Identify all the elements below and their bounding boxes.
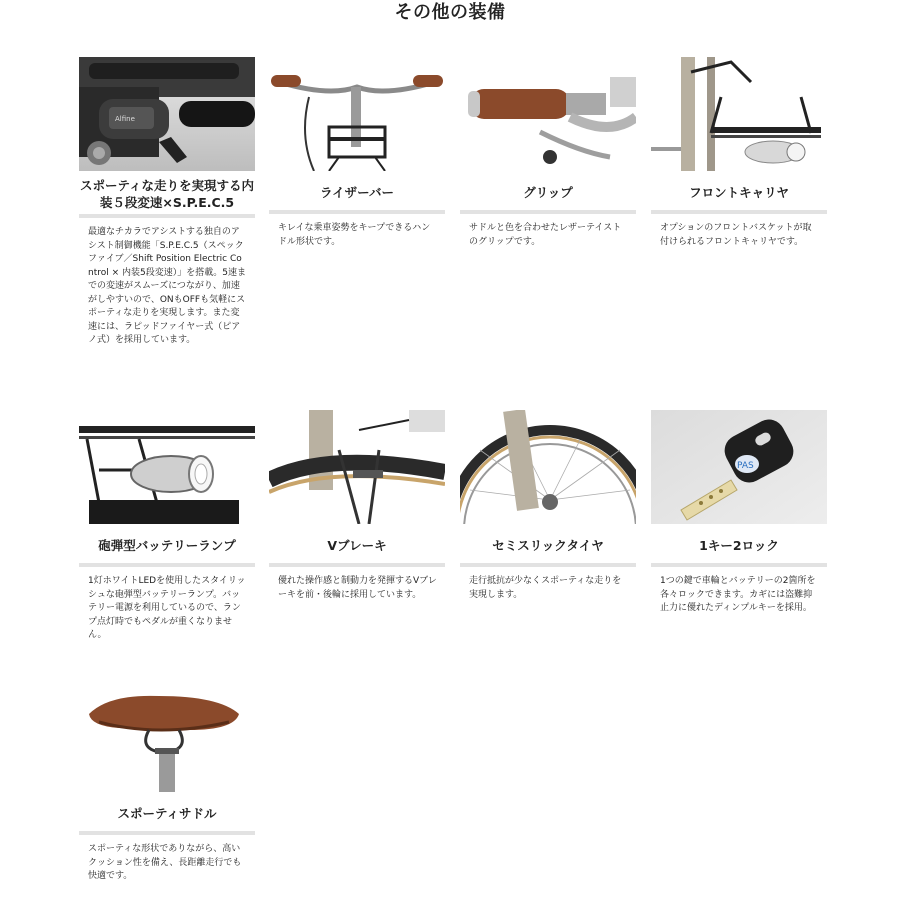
bullet-lamp-photo-icon — [79, 410, 255, 524]
card-title: グリップ — [523, 184, 573, 200]
equipment-card-riser-bar — [269, 57, 445, 249]
semi-slick-tire-photo-icon — [460, 410, 636, 524]
card-description: 走行抵抗が少なくスポーティな走りを実現します。 — [469, 576, 622, 600]
svg-text:Alfine: Alfine — [115, 115, 135, 123]
card-description: オプションのフロントバスケットが取付けられるフロントキャリヤです。 — [660, 223, 812, 247]
card-description: 優れた操作感と制動力を発揮するVブレーキを前・後輪に採用しています。 — [278, 576, 437, 600]
key-brand-label: PAS — [737, 461, 754, 471]
equipment-card-key-lock — [651, 410, 827, 616]
card-description: キレイな乗車姿勢をキープできるハンドル形状です。 — [278, 223, 431, 247]
card-title: 1キー2ロック — [699, 537, 779, 553]
equipment-card-v-brake — [269, 410, 445, 602]
card-description: 最適なチカラでアシストする独自のアシスト制御機能「S.P.E.C.5（スペックファイブ／Shift Position Electric Control × 内装5段変速）」を搭載。5速までの変速がスムーズにつながり、加速がしやすいので、ONもOFFも気軽にスポーティな走りを実現します。また変速には、ラピッドファイヤー式（ピアノ式）を採用しています。 — [88, 227, 246, 345]
key-lock-photo-icon — [651, 410, 827, 524]
shifter-photo-icon — [79, 57, 255, 171]
card-description: サドルと色を合わせたレザーテイストのグリップです。 — [469, 223, 622, 247]
equipment-card-saddle — [79, 678, 255, 884]
card-description: 1灯ホワイトLEDを使用したスタイリッシュな砲弾型バッテリーランプ。バッテリー電源を利用しているので、ランプ点灯時でもペダルが重くなりません。 — [88, 576, 246, 640]
equipment-card-front-carrier — [651, 57, 827, 249]
section-title: その他の装備 — [394, 2, 506, 23]
equipment-card-semi-slick-tire — [460, 410, 636, 602]
v-brake-photo-icon — [269, 410, 445, 524]
card-title: セミスリックタイヤ — [492, 537, 604, 553]
grip-photo-icon — [460, 57, 636, 171]
card-description: スポーティな形状でありながら、高いクッション性を備え、長距離走行でも快適です。 — [88, 844, 242, 881]
equipment-card-grip — [460, 57, 636, 249]
card-title: フロントキャリヤ — [689, 184, 789, 200]
front-carrier-photo-icon — [651, 57, 827, 171]
card-title: スポーティサドル — [117, 805, 217, 821]
saddle-photo-icon — [79, 678, 255, 792]
card-title: Vブレーキ — [327, 537, 387, 553]
card-description: 1つの鍵で車輪とバッテリーの2箇所を各々ロックできます。カギには盗難抑止力に優れたディンプルキーを採用。 — [660, 576, 816, 613]
riser-bar-photo-icon — [269, 57, 445, 171]
equipment-card-shifter — [79, 57, 255, 348]
card-title: ライザーバー — [319, 184, 394, 200]
card-title: 砲弾型バッテリーランプ — [98, 537, 236, 553]
card-title: スポーティな走りを実現する内装５段変速×S.P.E.C.5 — [79, 178, 254, 210]
equipment-card-bullet-lamp — [79, 410, 255, 643]
